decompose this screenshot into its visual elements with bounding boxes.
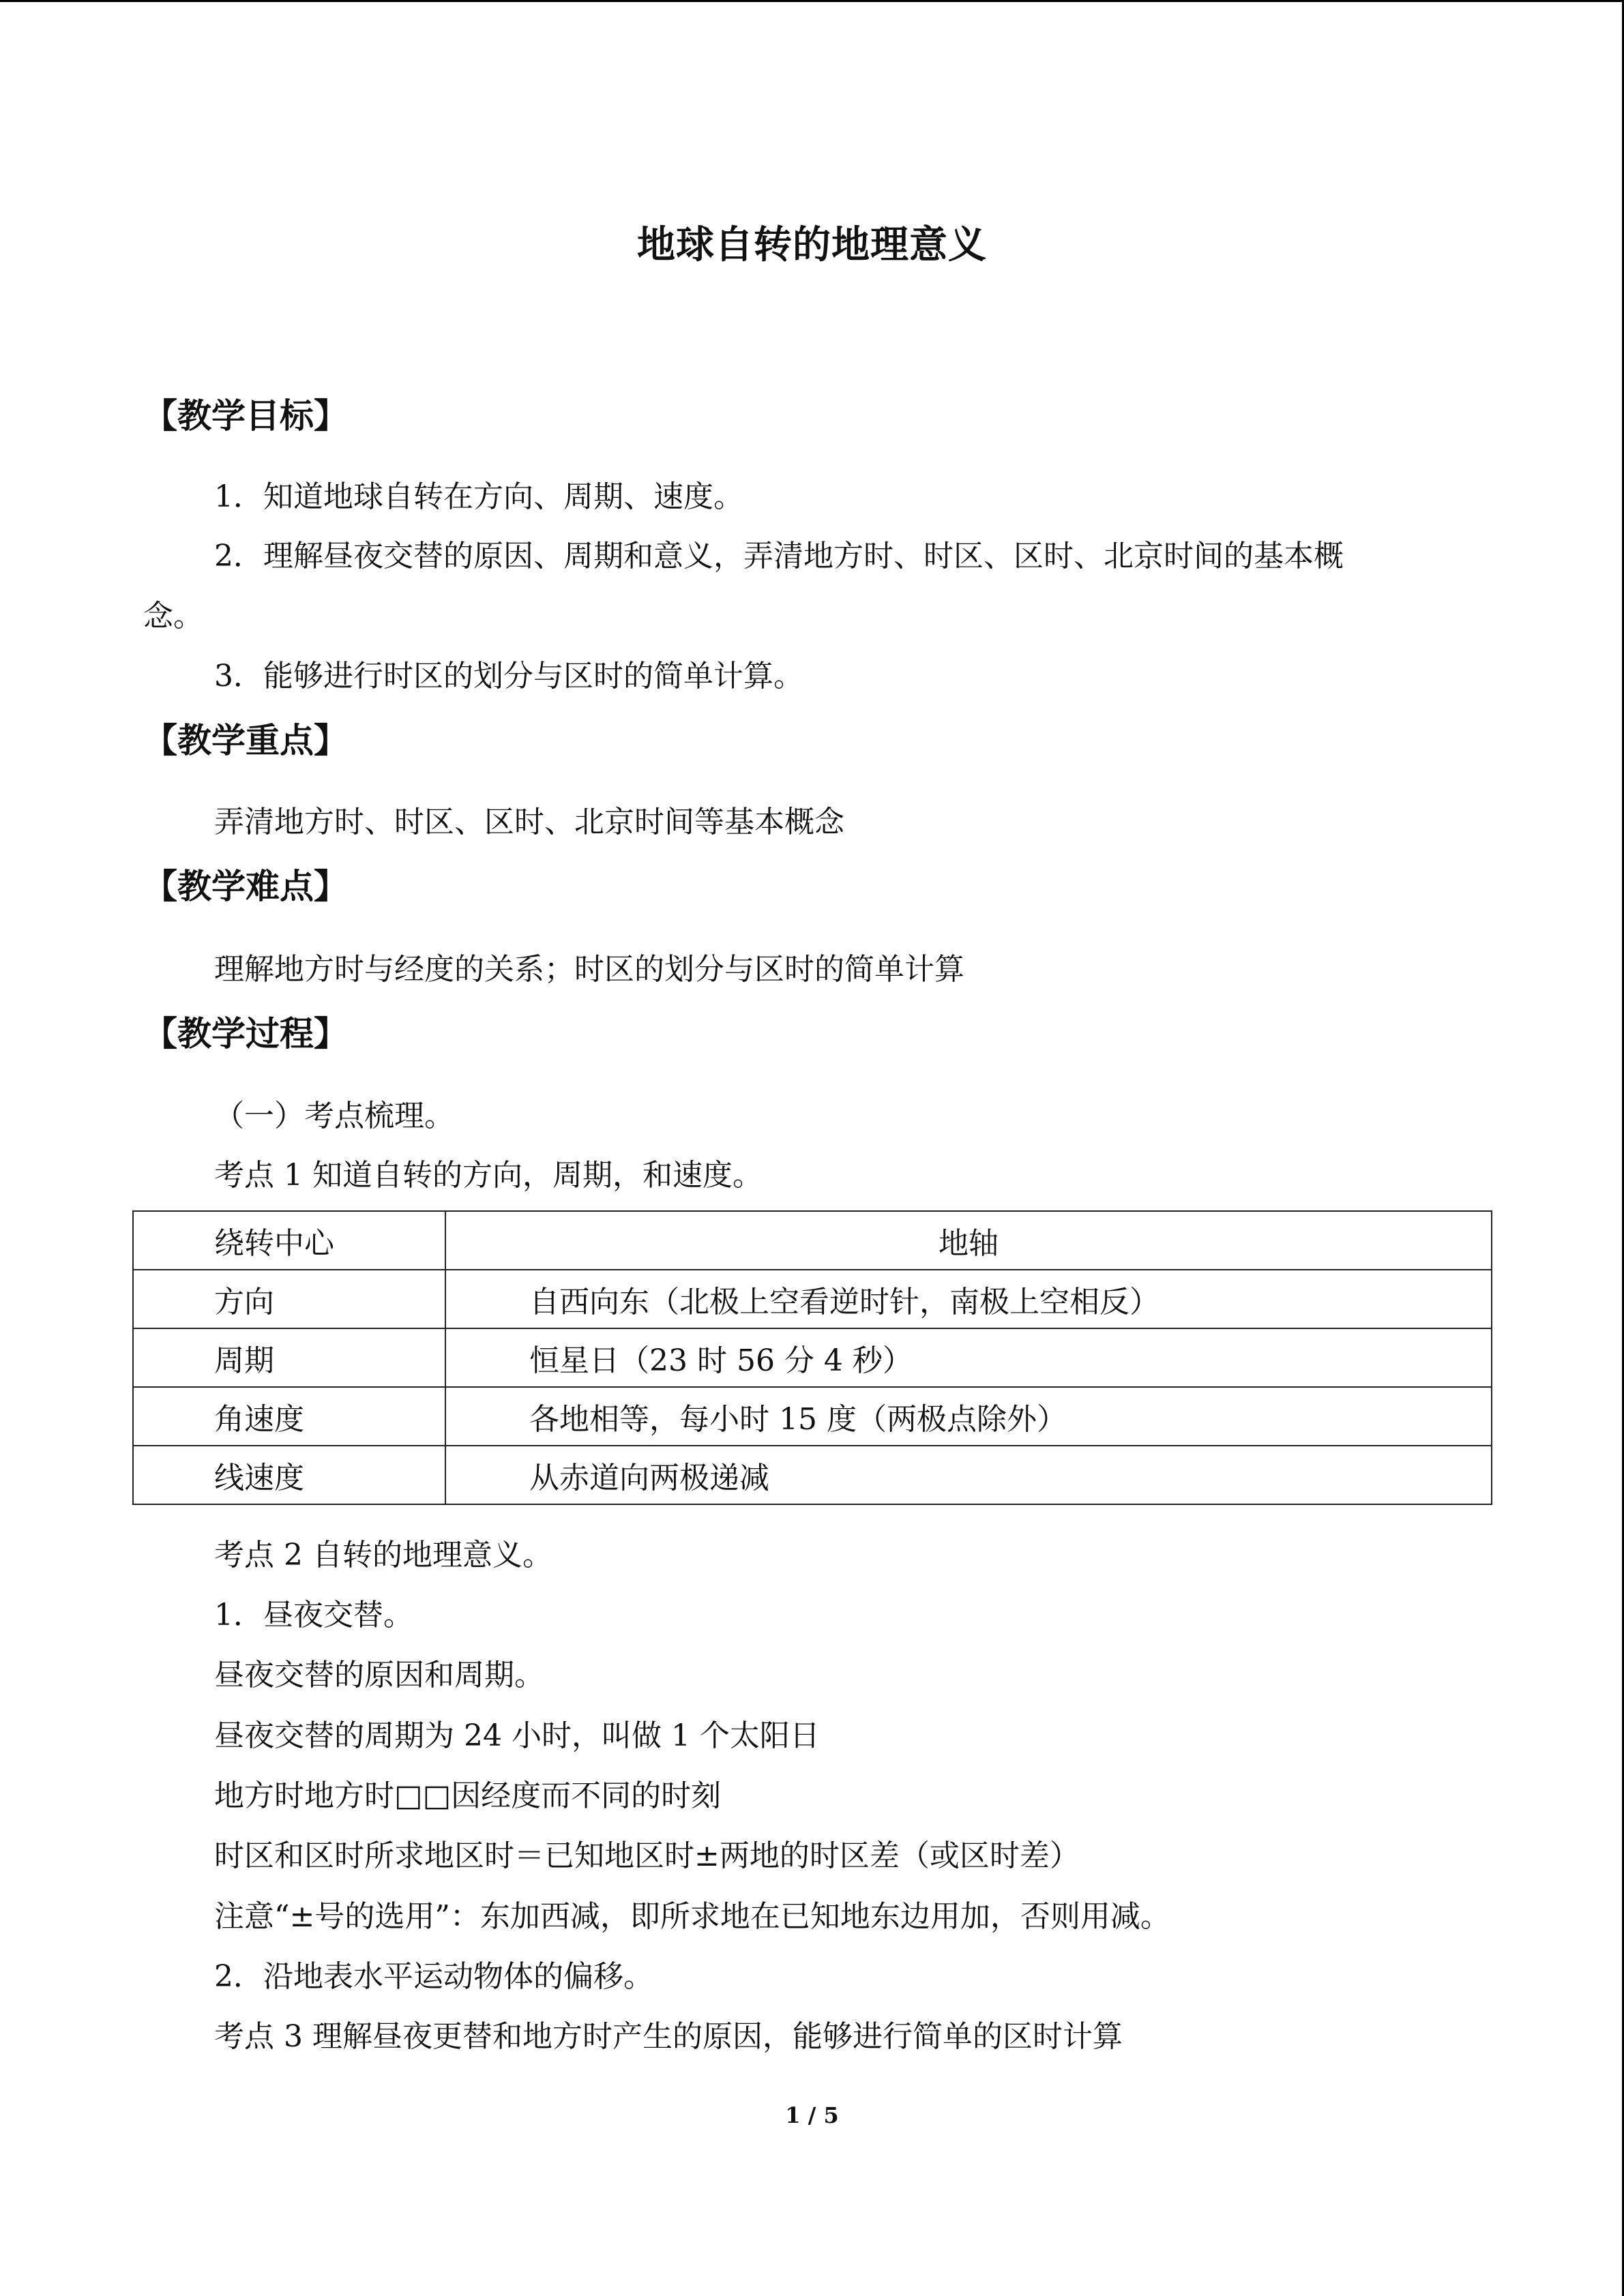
goal-line-3: 3．能够进行时区的划分与区时的简单计算。 <box>214 659 803 694</box>
table-cell-label: 角速度 <box>133 1387 445 1446</box>
table-row <box>133 1211 1492 1270</box>
table-cell-value: 恒星日（23 时 56 分 4 秒） <box>445 1328 1492 1387</box>
day-night-period: 昼夜交替的周期为 24 小时，叫做 1 个太阳日 <box>214 1718 820 1753</box>
process-line-2: 考点 1 知道自转的方向，周期，和速度。 <box>214 1158 763 1193</box>
process-line-1: （一）考点梳理。 <box>214 1099 454 1133</box>
heading-goals: 【教学目标】 <box>143 396 348 436</box>
goal-line-1: 1．知道地球自转在方向、周期、速度。 <box>214 479 743 514</box>
difficult-point-text: 理解地方时与经度的关系；时区的划分与区时的简单计算 <box>214 952 964 987</box>
heading-process: 【教学过程】 <box>143 1014 348 1054</box>
table-row <box>133 1328 1492 1387</box>
goal-line-2-continued: 念。 <box>143 599 203 633</box>
exam-point-2: 考点 2 自转的地理意义。 <box>214 1538 552 1572</box>
table-cell-label: 线速度 <box>133 1446 445 1504</box>
table-cell-label: 方向 <box>133 1270 445 1328</box>
exam-point-3: 考点 3 理解昼夜更替和地方时产生的原因，能够进行简单的区时计算 <box>214 2019 1123 2054</box>
table-row <box>133 1446 1492 1504</box>
page-number: 1 / 5 <box>785 2102 839 2128</box>
goal-line-2: 2．理解昼夜交替的原因、周期和意义，弄清地方时、时区、区时、北京时间的基本概 <box>214 539 1344 573</box>
heading-key-point: 【教学重点】 <box>143 721 348 760</box>
deflection-heading: 2．沿地表水平运动物体的偏移。 <box>214 1959 653 1994</box>
table-cell-value: 各地相等，每小时 15 度（两极点除外） <box>445 1387 1492 1446</box>
day-night-heading: 1．昼夜交替。 <box>214 1598 413 1632</box>
rotation-properties-table <box>132 1210 1492 1505</box>
table-cell-value: 从赤道向两极递减 <box>445 1446 1492 1504</box>
table-cell-value: 自西向东（北极上空看逆时针，南极上空相反） <box>445 1270 1492 1328</box>
table-cell-value: 地轴 <box>445 1211 1492 1270</box>
day-night-cause: 昼夜交替的原因和周期。 <box>214 1658 544 1693</box>
table-row <box>133 1270 1492 1328</box>
heading-difficult-point: 【教学难点】 <box>143 867 348 906</box>
sign-rule-note: 注意“±号的选用”：东加西减，即所求地在已知地东边用加，否则用减。 <box>214 1899 1170 1934</box>
local-time-definition: 地方时地方时□□因经度而不同的时刻 <box>214 1778 722 1813</box>
key-point-text: 弄清地方时、时区、区时、北京时间等基本概念 <box>214 805 844 839</box>
table-cell-label: 周期 <box>133 1328 445 1387</box>
document-title: 地球自转的地理意义 <box>637 223 987 267</box>
table-row <box>133 1387 1492 1446</box>
table-cell-label: 绕转中心 <box>133 1211 445 1270</box>
time-zone-formula: 时区和区时所求地区时＝已知地区时±两地的时区差（或区时差） <box>214 1838 1080 1873</box>
